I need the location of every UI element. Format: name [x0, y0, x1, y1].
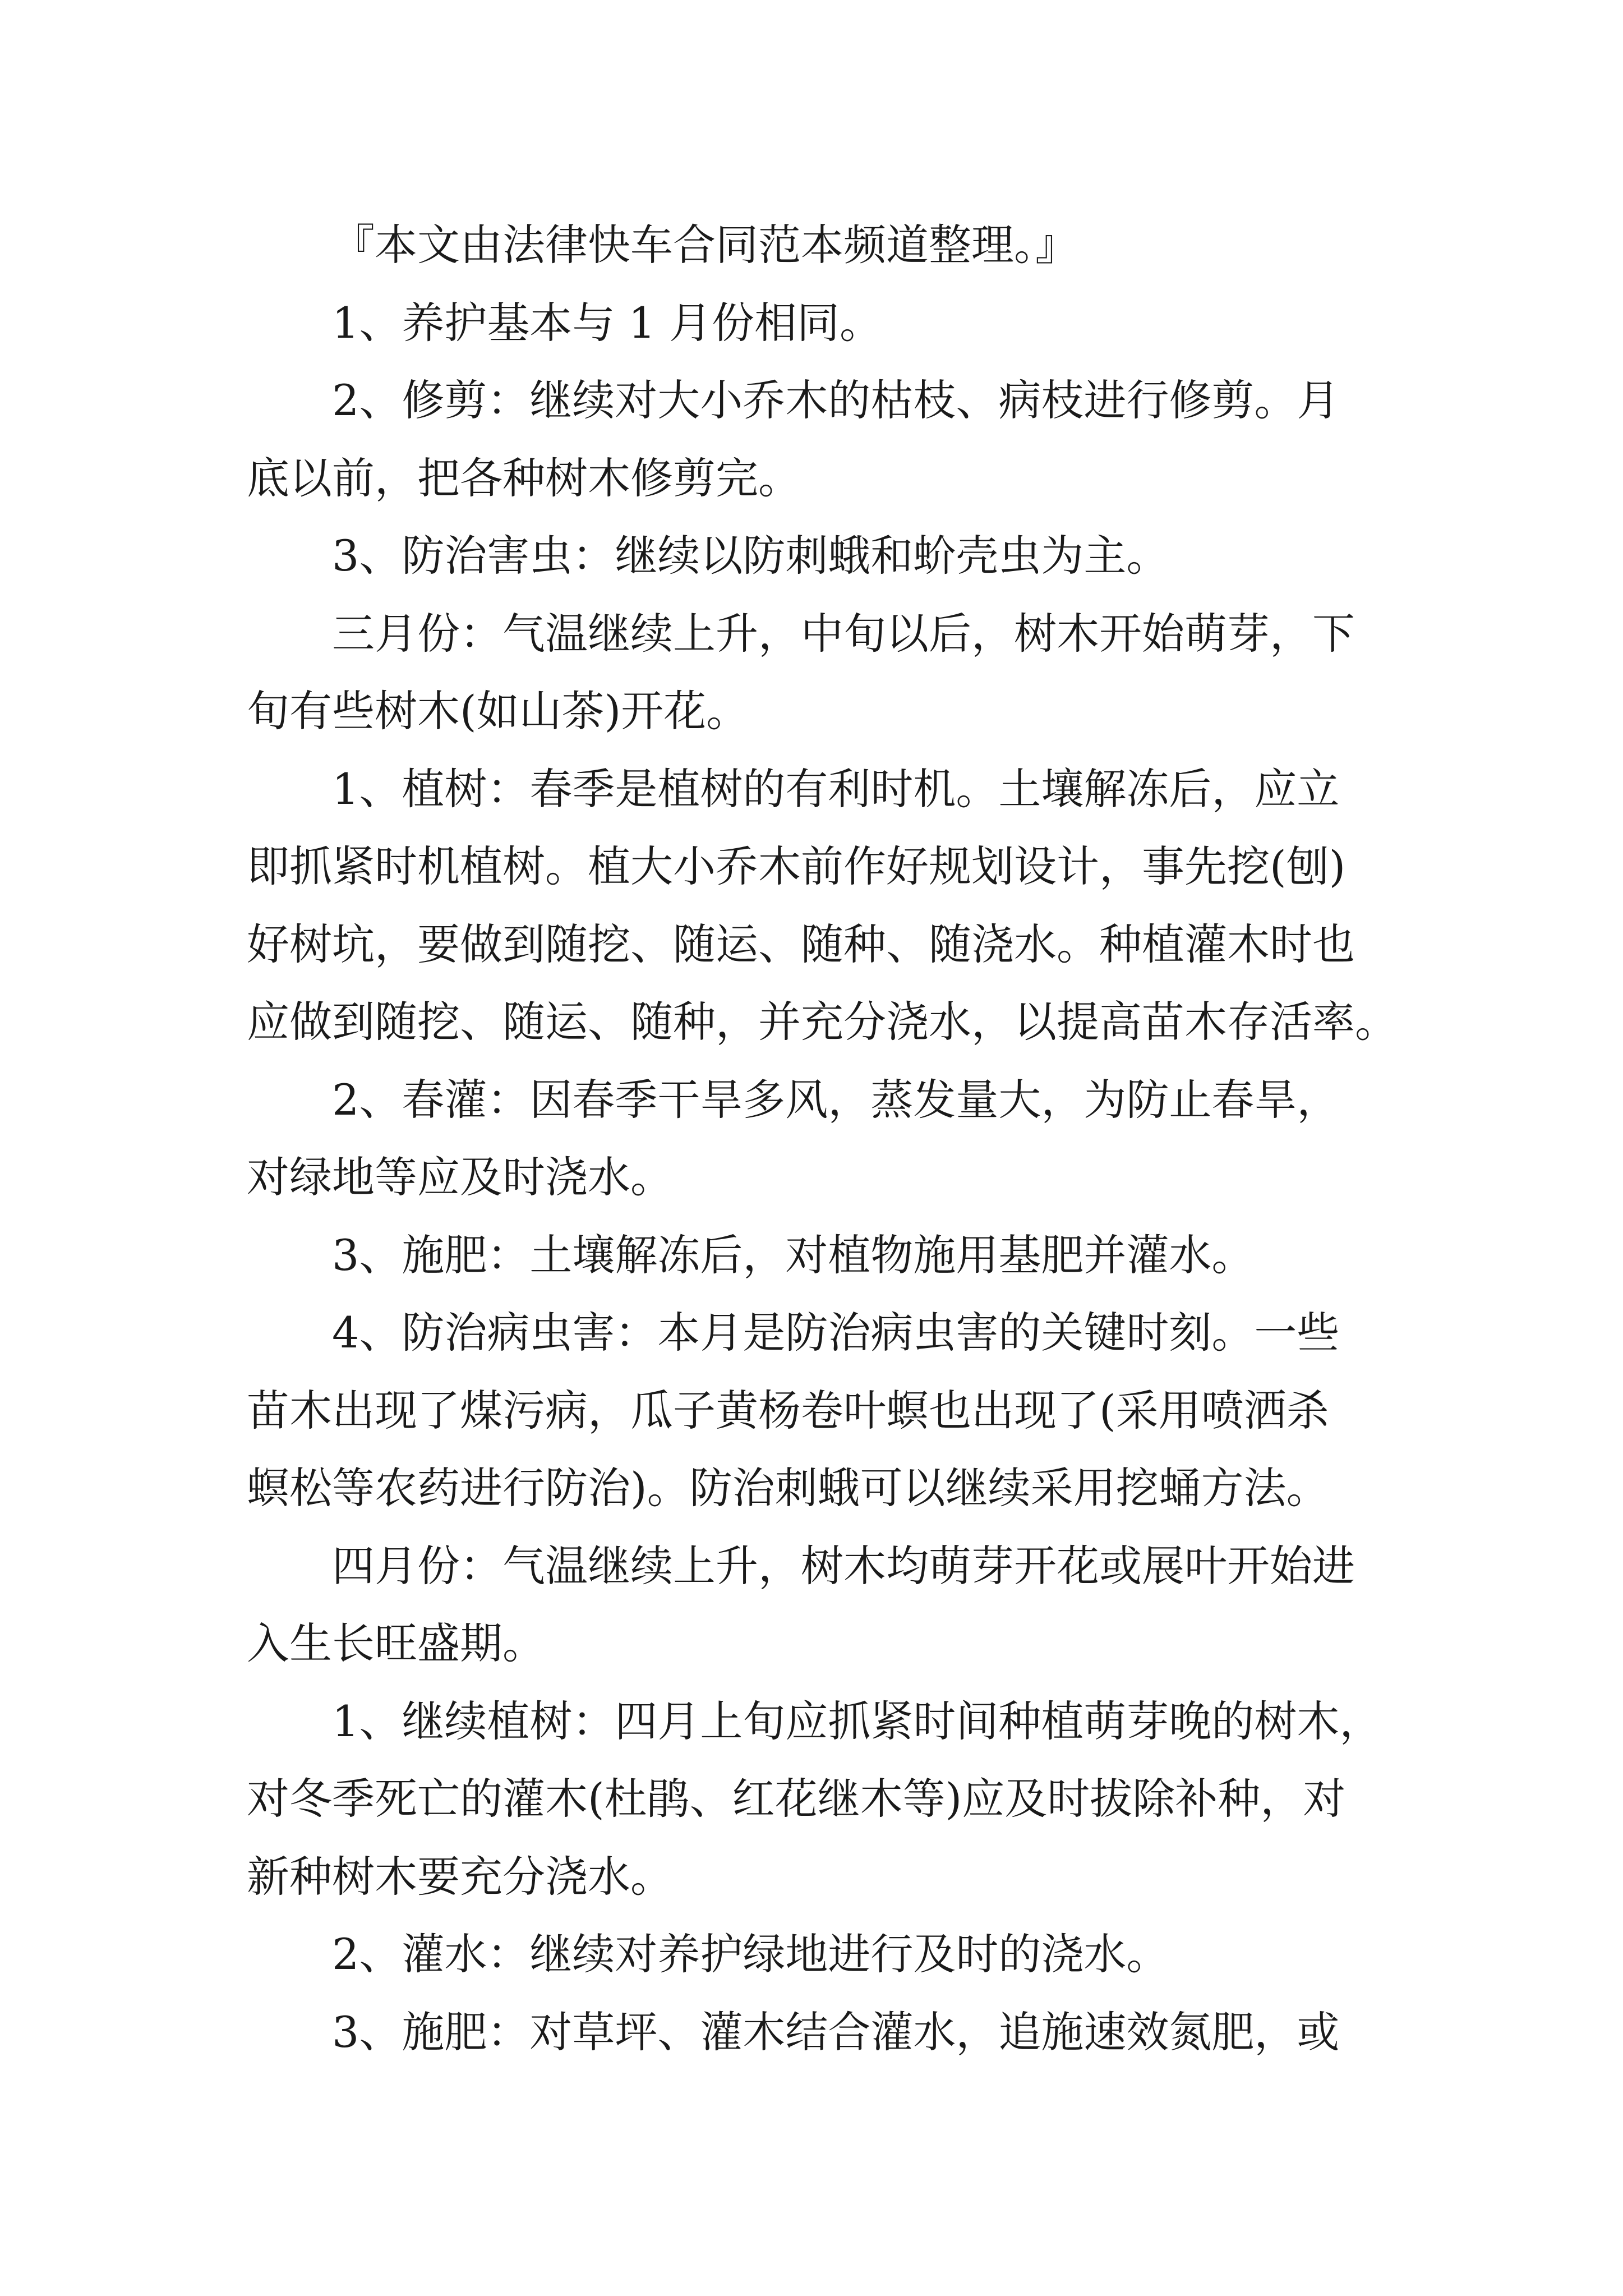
- text-line: 对绿地等应及时浇水。: [247, 1152, 673, 1202]
- paragraph-april-item-2: [247, 1916, 1382, 1994]
- text-line: 4、防治病虫害：本月是防治病虫害的关键时刻。一些: [332, 1308, 1340, 1358]
- paragraph-april-intro: [247, 1527, 1382, 1683]
- paragraph-march-item-3: [247, 1217, 1382, 1295]
- text-line: 『本文由法律快车合同范本频道整理。』: [332, 220, 1078, 270]
- text-line: 3、施肥：对草坪、灌木结合灌水，追施速效氮肥，或: [332, 2007, 1340, 2057]
- text-line: 2、灌水：继续对养护绿地进行及时的浇水。: [332, 1929, 1169, 1979]
- text-line: 对冬季死亡的灌木(杜鹃、红花继木等)应及时拔除补种，对: [247, 1774, 1346, 1824]
- paragraph-march-item-1: [247, 751, 1398, 1061]
- text-line: 好树坑，要做到随挖、随运、随种、随浇水。种植灌木时也: [247, 919, 1355, 969]
- text-line: 底以前，把各种树木修剪完。: [247, 453, 801, 503]
- text-line: 旬有些树木(如山茶)开花。: [247, 686, 749, 736]
- text-line: 2、春灌：因春季干旱多风，蒸发量大，为防止春旱，: [332, 1074, 1340, 1125]
- text-line: 入生长旺盛期。: [247, 1618, 545, 1668]
- text-line: 应做到随挖、随运、随种，并充分浇水，以提高苗木存活率。: [247, 997, 1398, 1047]
- paragraph-march-intro: [247, 595, 1382, 751]
- paragraph-april-item-3: [247, 1994, 1382, 2072]
- text-line: 四月份：气温继续上升，树木均萌芽开花或展叶开始进: [332, 1540, 1355, 1591]
- text-line: 新种树木要充分浇水。: [247, 1851, 673, 1902]
- text-line: 螟松等农药进行防治)。防治刺蛾可以继续采用挖蛹方法。: [247, 1463, 1329, 1513]
- text-line: 3、施肥：土壤解冻后，对植物施用基肥并灌水。: [332, 1230, 1255, 1280]
- text-line: 2、修剪：继续对大小乔木的枯枝、病枝进行修剪。月: [332, 375, 1340, 425]
- text-line: 1、养护基本与 1 月份相同。: [332, 297, 883, 348]
- text-line: 3、防治害虫：继续以防刺蛾和蚧壳虫为主。: [332, 531, 1169, 581]
- paragraph-feb-item-3: [247, 517, 1382, 595]
- text-line: 1、继续植树：四月上旬应抓紧时间种植萌芽晚的树木，: [332, 1696, 1382, 1746]
- paragraph-feb-item-1: [247, 284, 1382, 362]
- text-line: 1、植树：春季是植树的有利时机。土壤解冻后，应立: [332, 763, 1340, 814]
- paragraph-april-item-1: [247, 1683, 1382, 1916]
- paragraph-march-item-2: [247, 1061, 1382, 1217]
- text-line: 三月份：气温继续上升，中旬以后，树木开始萌芽，下: [332, 608, 1355, 659]
- document-body: [247, 206, 1398, 2071]
- paragraph-march-item-4: [247, 1294, 1382, 1527]
- text-line: 即抓紧时机植树。植大小乔木前作好规划设计，事先挖(刨): [247, 841, 1346, 891]
- paragraph-feb-item-2: [247, 362, 1382, 517]
- paragraph-source-note: [247, 206, 1382, 284]
- text-line: 苗木出现了煤污病，瓜子黄杨卷叶螟也出现了(采用喷洒杀: [247, 1385, 1329, 1435]
